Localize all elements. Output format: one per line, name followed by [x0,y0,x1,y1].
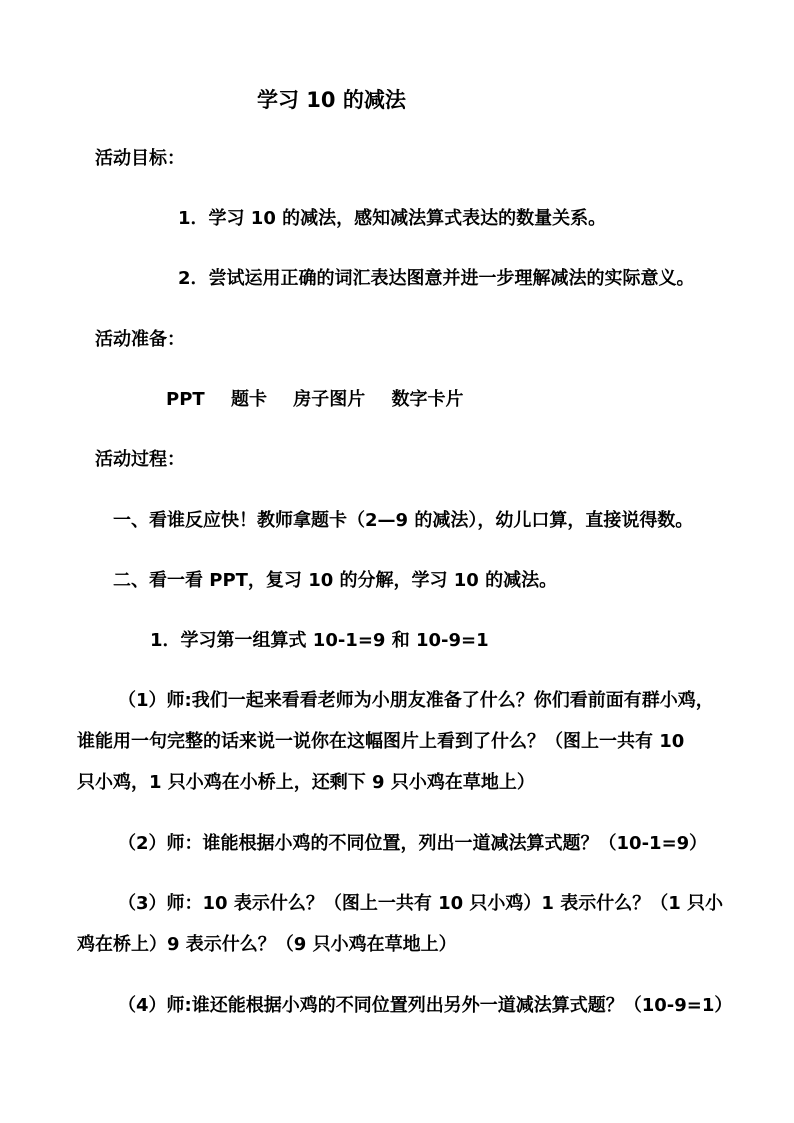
prep-item-cards: 题卡 [230,389,267,410]
question-1-line-2: 谁能用一句完整的话来说一说你在这幅图片上看到了什么？（图上一共有 10 [77,731,685,752]
goal-item-2: 2．尝试运用正确的词汇表达图意并进一步理解减法的实际意义。 [178,268,695,289]
process-step-1: 一、看谁反应快！教师拿题卡（2—9 的减法），幼儿口算，直接说得数。 [113,510,694,531]
question-3-line-1: （3）师：10 表示什么？（图上一共有 10 只小鸡）1 表示什么？（1 只小 [118,893,724,914]
question-3-line-2: 鸡在桥上）9 表示什么？（9 只小鸡在草地上） [77,934,457,955]
process-heading: 活动过程： [95,449,185,470]
document-title: 学习 10 的减法 [257,88,406,112]
prep-heading: 活动准备： [95,329,185,350]
question-1-line-1: （1）师:我们一起来看看老师为小朋友准备了什么？你们看前面有群小鸡， [118,690,714,711]
prep-item-house-picture: 房子图片 [293,389,366,410]
question-1-line-3: 只小鸡，1 只小鸡在小桥上，还剩下 9 只小鸡在草地上） [77,772,535,793]
goal-item-1: 1．学习 10 的减法，感知减法算式表达的数量关系。 [178,208,607,229]
prep-item-number-cards: 数字卡片 [391,389,464,410]
prep-item-ppt: PPT [166,389,205,410]
process-sub-1: 1．学习第一组算式 10-1=9 和 10-9=1 [150,630,489,651]
prep-items [166,388,464,412]
goals-heading: 活动目标： [95,148,185,169]
process-step-2: 二、看一看 PPT，复习 10 的分解，学习 10 的减法。 [113,570,558,591]
question-2: （2）师：谁能根据小鸡的不同位置，列出一道减法算式题？（10-1=9） [118,833,708,854]
question-4: （4）师:谁还能根据小鸡的不同位置列出另外一道减法算式题？（10-9=1） [118,995,733,1016]
